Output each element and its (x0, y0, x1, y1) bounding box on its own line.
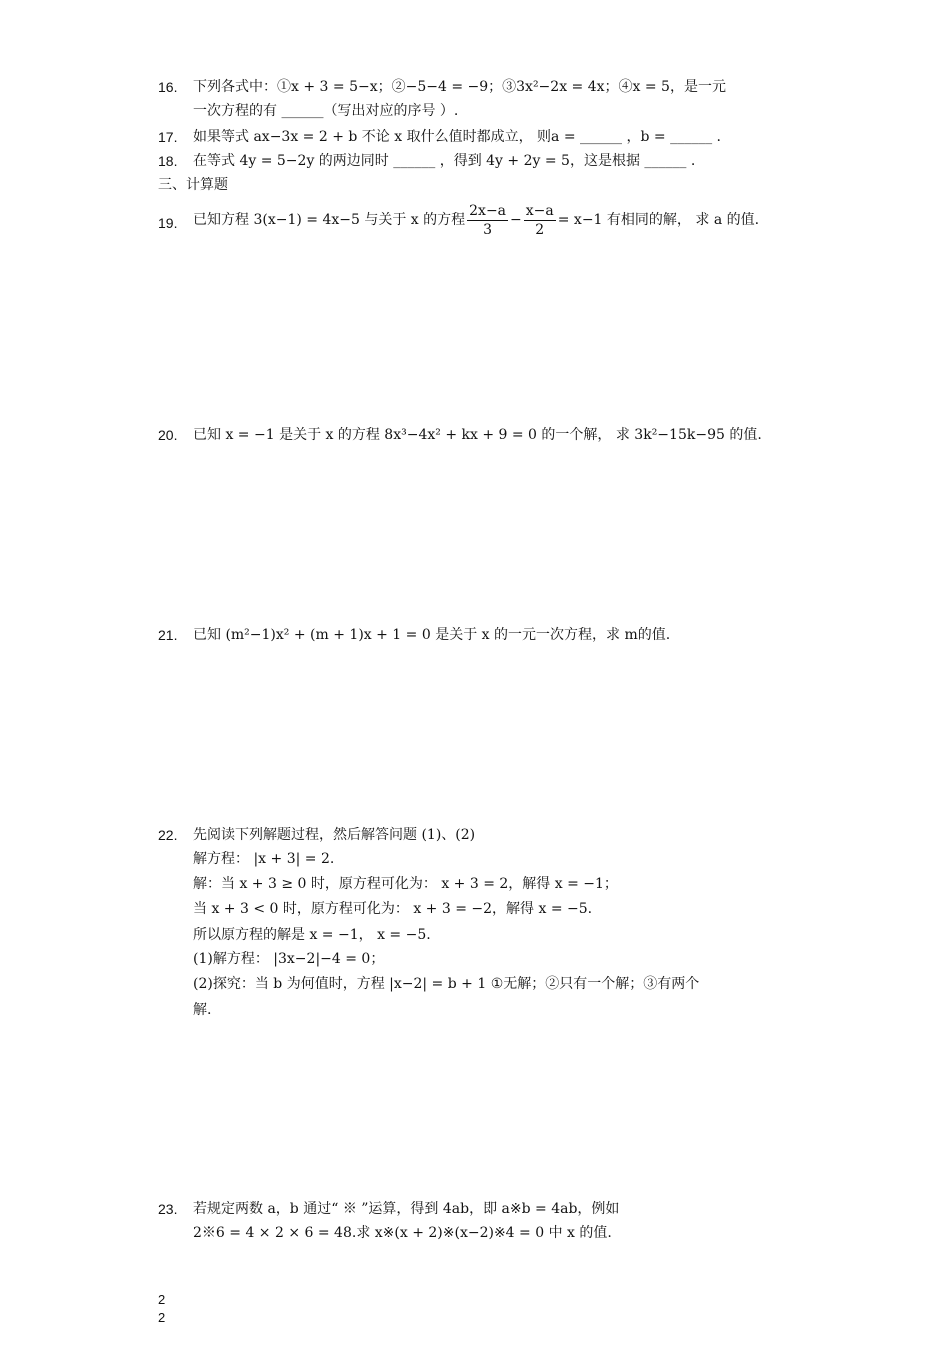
minus-sign: − (510, 212, 522, 228)
question-22-line-5: 所以原方程的解是 x = −1， x = −5. (193, 927, 431, 943)
question-19-text (193, 198, 759, 242)
question-22-line-8: 解. (193, 1002, 212, 1018)
question-19-suffix: = x−1 有相同的解， 求 a 的值. (557, 212, 760, 228)
question-number: 19. (158, 215, 178, 231)
question-22-line-3: 解：当 x + 3 ≥ 0 时，原方程可化为： x + 3 = 2，解得 x = −1； (193, 876, 618, 892)
fraction-denominator: 3 (483, 221, 493, 238)
question-23-line-2: 2※6 = 4 × 2 × 6 = 48.求 x※(x + 2)※(x−2)※4 = 0 中 x 的值. (193, 1225, 612, 1241)
question-22-line-6: (1)解方程： |3x−2|−4 = 0； (193, 951, 385, 967)
question-22-line-1: 先阅读下列解题过程，然后解答问题 (1)、(2) (193, 827, 476, 843)
question-19-prefix: 已知方程 3(x−1) = 4x−5 与关于 x 的方程 (193, 212, 466, 228)
question-number: 21. (158, 627, 178, 643)
question-number: 16. (158, 79, 178, 95)
question-number: 20. (158, 427, 178, 443)
fraction (524, 202, 556, 239)
fraction-denominator: 2 (535, 221, 545, 238)
question-number: 23. (158, 1201, 178, 1217)
question-21-text: 已知 (m²−1)x² + (m + 1)x + 1 = 0 是关于 x 的一元一次方程，求 m的值. (193, 627, 671, 643)
question-22-line-4: 当 x + 3 < 0 时，原方程可化为： x + 3 = −2，解得 x = −5. (193, 901, 593, 917)
question-number: 22. (158, 827, 178, 843)
question-18-text: 在等式 4y = 5−2y 的两边同时 ______ ，得到 4y + 2y = 5，这是根据 ______ . (193, 153, 696, 169)
question-22-line-2: 解方程： |x + 3| = 2. (193, 851, 335, 867)
question-16-line-1: 下列各式中：①x + 3 = 5−x；②−5−4 = −9；③3x²−2x = 4x；④x = 5，是一元 (193, 79, 726, 95)
question-20-text: 已知 x = −1 是关于 x 的方程 8x³−4x² + kx + 9 = 0 的一个解， 求 3k²−15k−95 的值. (193, 427, 762, 443)
question-17-text: 如果等式 ax−3x = 2 + b 不论 x 取什么值时都成立， 则a = ______ ，b = ______ . (193, 129, 721, 145)
page-mark: 2 (158, 1292, 166, 1307)
question-22-line-7: (2)探究：当 b 为何值时，方程 |x−2| = b + 1 ①无解；②只有一个解；③有两个 (193, 976, 700, 992)
fraction-numerator: 2x−a (469, 202, 507, 219)
question-16-line-2: 一次方程的有 ______（写出对应的序号 ）. (193, 103, 459, 119)
page-mark: 2 (158, 1310, 166, 1325)
question-number: 18. (158, 153, 178, 169)
question-23-line-1: 若规定两数 a，b 通过“ ※ ”运算，得到 4ab，即 a※b = 4ab，例如 (193, 1201, 620, 1217)
fraction (467, 202, 508, 239)
question-number: 17. (158, 129, 178, 145)
section-heading: 三、计算题 (158, 177, 228, 193)
fraction-numerator: x−a (525, 202, 554, 219)
